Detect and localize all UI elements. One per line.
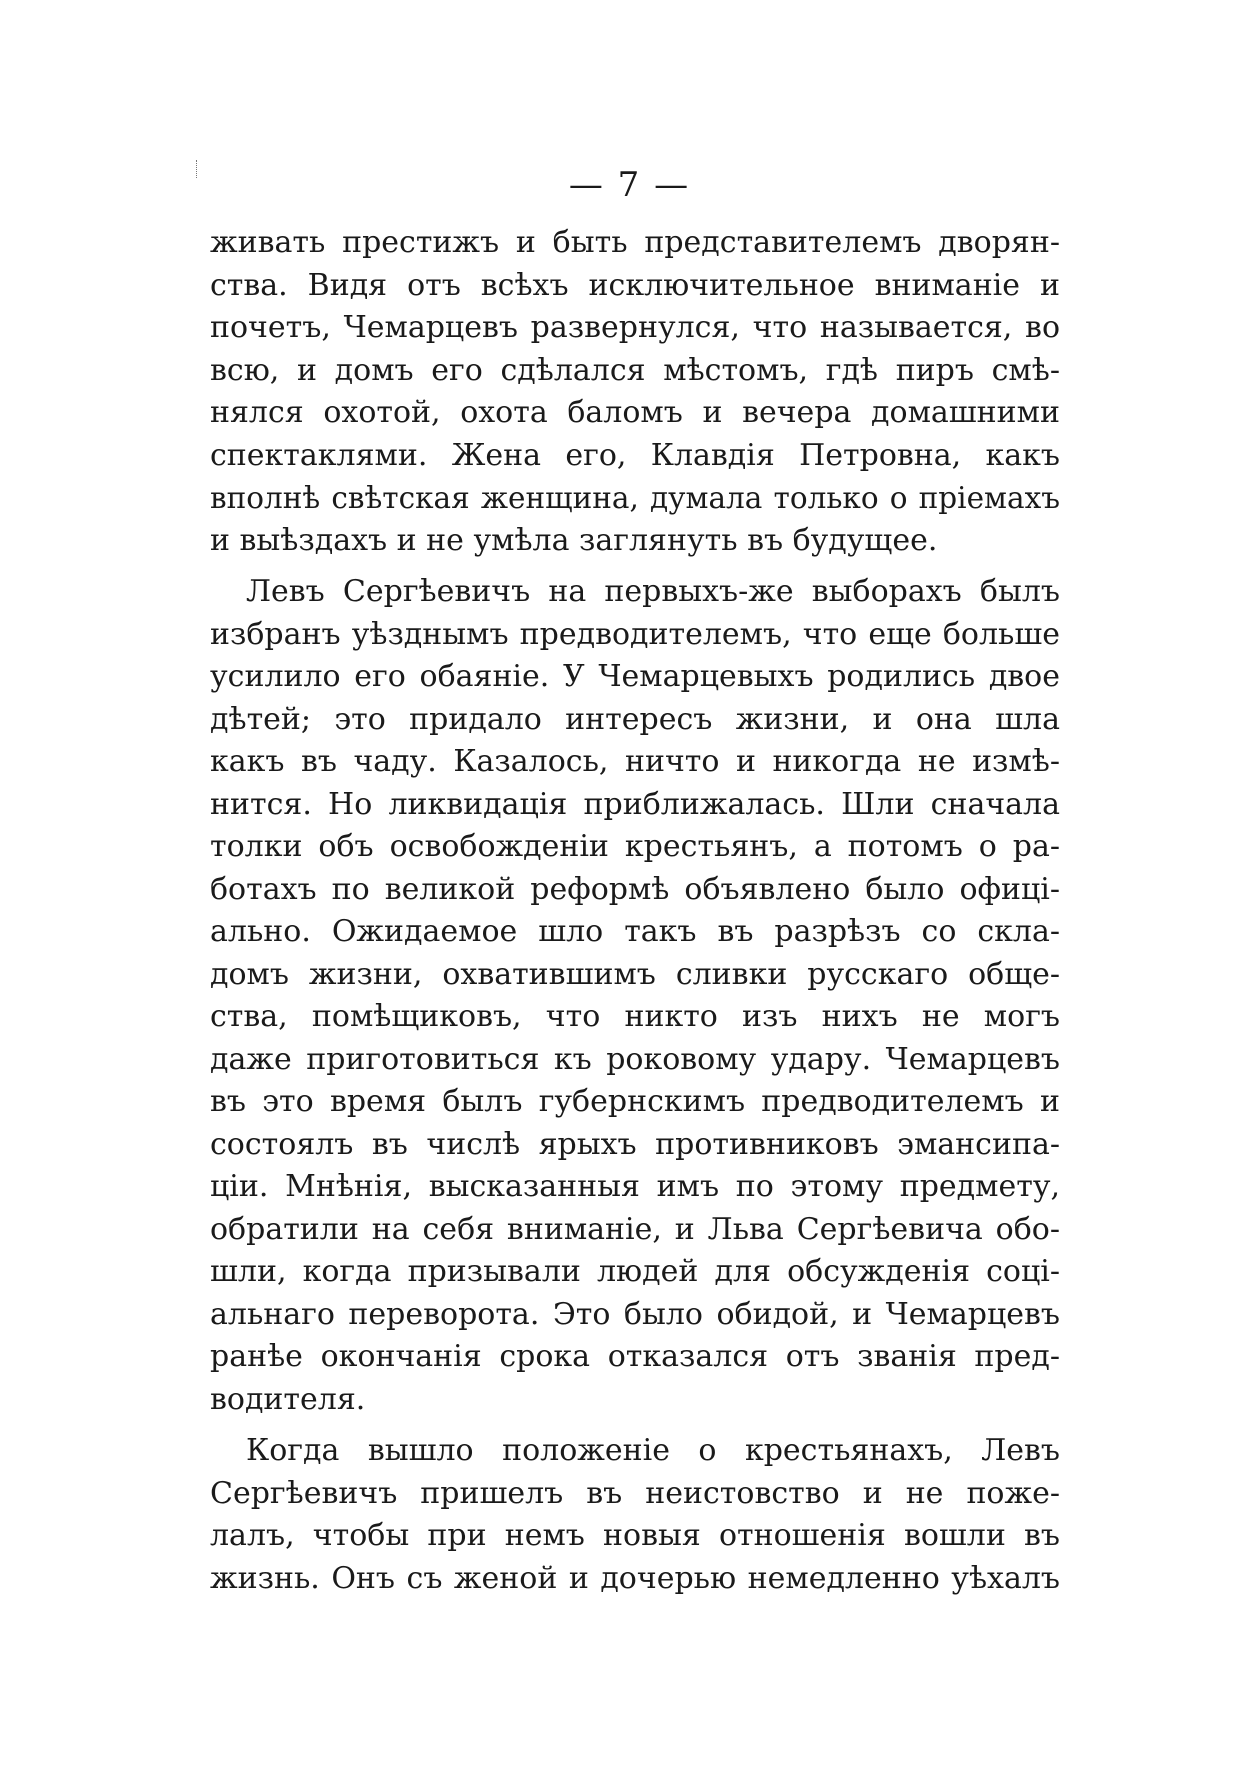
text-line: обратили на себя вниманіе, и Льва Сергѣевича обо- [210, 1211, 1060, 1247]
text-line: ранѣе окончанія срока отказался отъ званія пред- [210, 1339, 1060, 1374]
text-line: всю, и домъ его сдѣлался мѣстомъ, гдѣ пиръ смѣ- [210, 352, 1060, 388]
text-line: нялся охотой, охота баломъ и вечера домашними [210, 395, 1060, 430]
text-line: ства, помѣщиковъ, что никто изъ нихъ не могъ [210, 999, 1060, 1034]
text-line: нится. Но ликвидація приближалась. Шли сначала [210, 786, 1060, 822]
text-line: жизнь. Онъ съ женой и дочерью немедленно уѣхалъ [210, 1560, 1060, 1596]
text-line: состоялъ въ числѣ ярыхъ противниковъ эмансипа- [210, 1126, 1060, 1162]
text-line: спектаклями. Жена его, Клавдія Петровна, какъ [210, 437, 1060, 473]
text-line: въ это время былъ губернскимъ предводителемъ и [210, 1084, 1060, 1119]
paragraph [210, 571, 1060, 1421]
text-line: Сергѣевичъ пришелъ въ неистовство и не поже- [210, 1475, 1060, 1511]
text-line: вполнѣ свѣтская женщина, думала только о пріемахъ [210, 481, 1060, 515]
text-line: и выѣздахъ и не умѣла заглянуть въ будущее. [210, 522, 938, 558]
body-text [210, 222, 1060, 1600]
text-line: дѣтей; это придало интересъ жизни, и она шла [210, 701, 1060, 737]
text-line: ально. Ожидаемое шло такъ въ разрѣзъ со скла- [210, 914, 1060, 949]
text-line: Левъ Сергѣевичъ на первыхъ-же выборахъ былъ [246, 574, 1060, 609]
text-line: толки объ освобожденіи крестьянъ, а потомъ о ра- [210, 829, 1060, 864]
text-line: даже приготовиться къ роковому удару. Чемарцевъ [210, 1041, 1060, 1077]
paragraph [210, 222, 1060, 562]
text-line: избранъ уѣзднымъ предводителемъ, что еще больше [210, 616, 1060, 652]
text-line: ціи. Мнѣнія, высказанныя имъ по этому предмету, [210, 1169, 1060, 1204]
text-line: лалъ, чтобы при немъ новыя отношенія вошли въ [210, 1518, 1060, 1553]
text-line: альнаго переворота. Это было обидой, и Чемарцевъ [210, 1296, 1060, 1332]
text-line: живать престижъ и быть представителемъ дворян- [210, 225, 1060, 260]
text-line: какъ въ чаду. Казалось, ничто и никогда не измѣ- [210, 744, 1060, 779]
text-line: Когда вышло положеніе о крестьянахъ, Левъ [246, 1433, 1060, 1468]
text-line: ботахъ по великой реформѣ объявлено было офиці- [210, 871, 1060, 907]
page-number: — 7 — [568, 165, 691, 205]
text-line: шли, когда призывали людей для обсужденія соці- [210, 1254, 1060, 1289]
text-line: почетъ, Чемарцевъ развернулся, что называется, во [210, 310, 1060, 345]
text-line: ства. Видя отъ всѣхъ исключительное вниманіе и [210, 267, 1060, 303]
text-line: водителя. [210, 1381, 366, 1417]
text-line: домъ жизни, охватившимъ сливки русскаго обще- [210, 956, 1060, 992]
text-line: усилило его обаяніе. У Чемарцевыхъ родились двое [210, 659, 1060, 694]
paragraph [210, 1430, 1060, 1600]
